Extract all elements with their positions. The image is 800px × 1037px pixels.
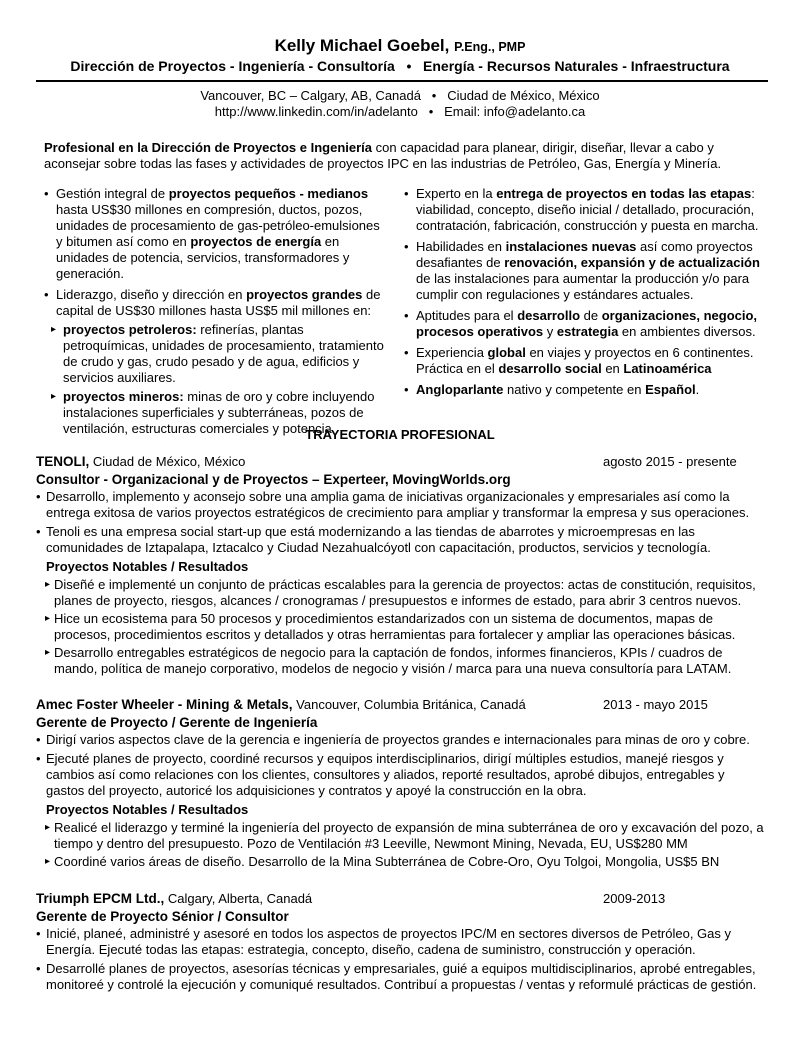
skill-bullet: • Experto en la entrega de proyectos en todas las etapas: viabilidad, concepto, diseño inicial / detallado, procuración, contratación, fabricación, construcción y puesta en marcha. [400, 186, 764, 234]
result-bullet: ▸ Realicé el liderazgo y terminé la ingeniería del proyecto de expansión de mina subterránea de oro y excavación del pozo, a tiempo y dentro del presupuesto. Pozo de Ventilación #3 Leeville, Newmont Mining, Nevada, EU, US$280 MM [36, 820, 766, 852]
company-location: Vancouver, Columbia Británica, Canadá [292, 697, 526, 712]
job-role: Gerente de Proyecto Sénior / Consultor [36, 909, 289, 924]
results-heading: Proyectos Notables / Resultados [46, 559, 249, 574]
resume-name: Kelly Michael Goebel, P.Eng., PMP [274, 36, 526, 55]
job-entry-tenoli [36, 454, 766, 679]
job-bullet: • Dirigí varios aspectos clave de la gerencia e ingeniería de proyectos grandes e internacionales para minas de oro y cobre. [36, 732, 766, 748]
skills-right-column [400, 186, 764, 403]
job-header [36, 697, 766, 715]
result-bullet: ▸ Desarrollo entregables estratégicos de negocio para la captación de fondos, informes financieros, KPIs / cuadros de mando, política de manejo corporativo, modelos de negocio y visión / marca para una nueva consultoría para LATAM. [36, 645, 766, 677]
credentials: P.Eng., PMP [454, 40, 526, 54]
company-location: Ciudad de México, México [89, 454, 246, 469]
company-name: Triumph EPCM Ltd., [36, 891, 165, 906]
summary-lead: Profesional en la Dirección de Proyectos e Ingeniería [44, 140, 373, 155]
skills-left-column [40, 186, 386, 440]
skill-bullet: • Gestión integral de proyectos pequeños - medianos hasta US$30 millones en compresión, ductos, pozos, unidades de procesamiento de gas-petróleo-emulsiones y bitumen así como en proyectos de energía en unidades de potencia, servicios, transformadores y generación. [40, 186, 386, 282]
job-entry-triumph [36, 891, 766, 996]
results-heading: Proyectos Notables / Resultados [46, 802, 249, 817]
skill-sub-bullet: ▸ proyectos petroleros: refinerías, plantas petroquímicas, unidades de procesamiento, tratamiento de crudo y gas, crudo pesado y de agua, edificios y servicios auxiliares. [46, 322, 386, 386]
job-entry-amec [36, 697, 766, 872]
result-bullet: ▸ Coordiné varios áreas de diseño. Desarrollo de la Mina Subterránea de Cobre-Oro, Oyu Tolgoi, Mongolia, US$5 BN [36, 854, 766, 870]
skill-bullet: • Experiencia global en viajes y proyectos en 6 continentes. Práctica en el desarrollo social en Latinoamérica [400, 345, 764, 377]
result-bullet: ▸ Hice un ecosistema para 50 procesos y procedimientos estandarizados con un sistema de documentos, mapas de procesos, procedimientos escritos y detallados y otras herramientas para fortalecer y ampliar las operaciones básicas. [36, 611, 766, 643]
summary-text: con capacidad para planear, dirigir, diseñar, llevar a cabo y aconsejar sobre todas las fases y actividades de proyectos IPC en las industrias de Petróleo, Gas, Energía y Minería. [44, 140, 722, 171]
company-location: Calgary, Alberta, Canadá [164, 891, 313, 906]
skill-bullet: • Angloparlante nativo y competente en Español. [400, 382, 764, 398]
job-bullet: • Ejecuté planes de proyecto, coordiné recursos y equipos interdisciplinarios, dirigí múltiples estudios, manejé riesgos y cambios así como relaciones con los clientes, consultores y aliados, reporté resultados, aprobé dibujos, entregables y gastos del proyecto, autoricé los adquisiciones y contratos y apoyé la construcción en la obra. [36, 751, 766, 799]
job-bullet: • Desarrollo, implemento y aconsejo sobre una amplia gama de iniciativas organizacionales y empresariales así como la entrega exitosa de varios proyectos estratégicos de crecimiento para ampliar y transformar la empresa y sus operaciones. [36, 489, 766, 521]
job-bullet: • Inicié, planeé, administré y asesoré en todos los aspectos de proyectos IPC/M en sectores diversos de Petróleo, Gas y Energía. Ejecuté todas las etapas: estrategia, concepto, diseño, cadena de suministro, construcción y operación. [36, 926, 766, 958]
job-dates: 2013 - mayo 2015 [603, 697, 708, 712]
result-bullet: ▸ Diseñé e implementé un conjunto de prácticas escalables para la gerencia de proyectos: actas de constitución, requisitos, planes de proyecto, riesgos, alcances / cronogramas / presupuestos e informes de estado, para abrir 3 centros nuevos. [36, 577, 766, 609]
skill-bullet: • Liderazgo, diseño y dirección en proyectos grandes de capital de US$30 millones hasta US$5 mil millones en: [40, 287, 386, 319]
skill-bullet: • Aptitudes para el desarrollo de organizaciones, negocio, procesos operativos y estrategia en ambientes diversos. [400, 308, 764, 340]
job-dates: agosto 2015 - presente [603, 454, 737, 469]
job-role: Gerente de Proyecto / Gerente de Ingeniería [36, 715, 318, 730]
header-divider [36, 80, 768, 82]
job-role: Consultor - Organizacional y de Proyectos – Experteer, MovingWorlds.org [36, 472, 511, 487]
company-name: Amec Foster Wheeler - Mining & Metals, [36, 697, 293, 712]
job-bullet: • Desarrollé planes de proyectos, asesorías técnicas y empresariales, guié a equipos multidisciplinarios, aprobé entregables, monitoreé y controlé la ejecución y comuniqué resultados. Contribuí a propuestas / ventas y reformulé prácticas de gestión. [36, 961, 766, 993]
professional-tagline: Dirección de Proyectos - Ingeniería - Consultoría • Energía - Recursos Naturales - Infraestructura [70, 58, 730, 74]
location-line: Vancouver, BC – Calgary, AB, Canadá • Ciudad de México, México [200, 88, 600, 103]
job-header [36, 454, 766, 472]
skill-bullet: • Habilidades en instalaciones nuevas así como proyectos desafiantes de renovación, expansión y de actualización de las instalaciones para aumentar la producción y/o para cumplir con regulaciones y estándares actuales. [400, 239, 764, 303]
job-dates: 2009-2013 [603, 891, 666, 906]
full-name: Kelly Michael Goebel [274, 36, 445, 55]
profile-summary [44, 140, 764, 172]
job-bullet: • Tenoli es una empresa social start-up que está modernizando a las tiendas de abarrotes y microempresas en las comunidades de Iztapalapa, Iztacalco y Ciudad Nezahualcóyotl con capacitación, productos, servicios y tecnología. [36, 524, 766, 556]
contact-line: http://www.linkedin.com/in/adelanto • Email: info@adelanto.ca [214, 104, 586, 119]
section-title: TRAYECTORIA PROFESIONAL [305, 427, 495, 442]
company-name: TENOLI, [36, 454, 90, 469]
skill-sub-bullet: ▸ proyectos mineros: minas de oro y cobre incluyendo instalaciones superficiales y subterráneas, pozos de ventilación, estructuras comerciales y potencia. [46, 389, 386, 437]
job-header [36, 891, 766, 909]
